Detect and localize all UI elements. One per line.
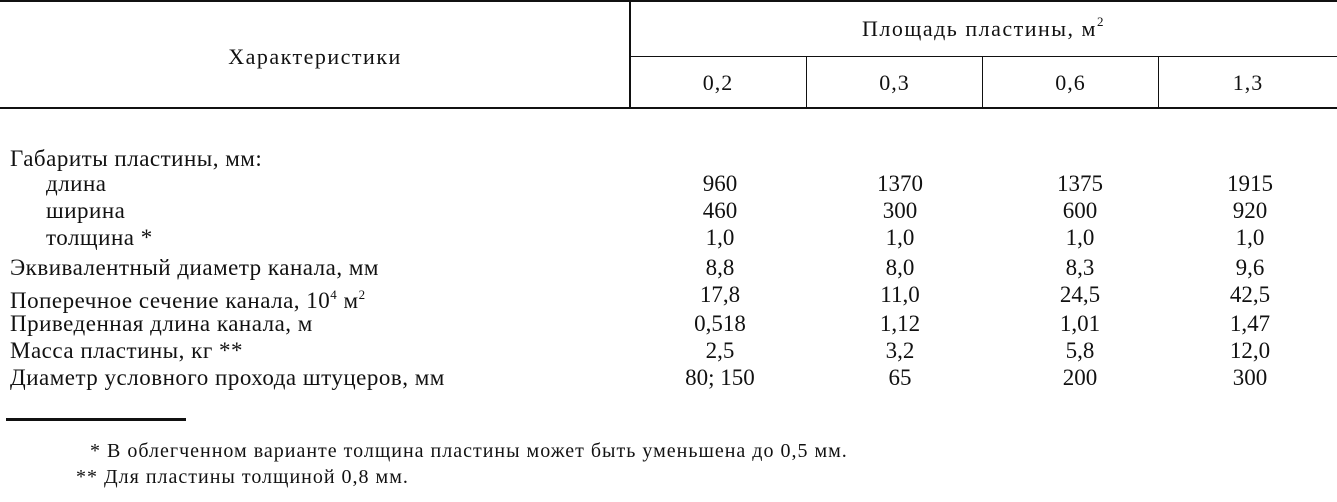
table-row-cross-section xyxy=(0,281,1337,313)
row-label: Габариты пластины, мм: xyxy=(10,146,263,171)
cell-value: 1,0 xyxy=(705,225,735,250)
row-label: ширина xyxy=(46,198,126,223)
plate-area-unit-power: 2 xyxy=(1096,14,1105,29)
cell-value: 1915 xyxy=(1227,171,1273,196)
row-label-text: Поперечное сечение канала, 10 xyxy=(10,288,331,313)
cell-value: 460 xyxy=(702,198,738,223)
column-header-1-3: 1,3 xyxy=(1232,70,1264,95)
cell-value: 2,5 xyxy=(705,338,735,363)
footnote-2: ** Для пластины толщиной 0,8 мм. xyxy=(76,466,409,488)
cell-value: 65 xyxy=(888,365,912,390)
cell-value: 3,2 xyxy=(885,338,915,363)
row-label: Приведенная длина канала, м xyxy=(10,311,313,336)
row-label: длина xyxy=(46,171,107,196)
table-top-rule xyxy=(0,0,1337,2)
cell-value: 300 xyxy=(882,198,918,223)
header-bottom-rule xyxy=(0,107,1337,109)
cell-value: 1,0 xyxy=(1065,225,1095,250)
cell-value: 12,0 xyxy=(1229,338,1271,363)
cell-value: 1,12 xyxy=(879,311,921,336)
cell-value: 17,8 xyxy=(699,282,741,307)
cell-value: 11,0 xyxy=(880,282,920,307)
row-label-power: 4 xyxy=(330,287,338,302)
cell-value: 0,518 xyxy=(694,311,746,336)
cell-value: 9,6 xyxy=(1235,255,1265,280)
cell-value: 1375 xyxy=(1057,171,1103,196)
footnote-1: * В облегченном варианте толщина пластины может быть уменьшена до 0,5 мм. xyxy=(90,440,848,462)
cell-value: 8,0 xyxy=(885,255,915,280)
plate-area-header xyxy=(630,14,1337,42)
row-label: толщина * xyxy=(46,225,153,250)
table-row-thickness xyxy=(0,224,1337,251)
cell-value: 1,47 xyxy=(1229,311,1271,336)
cell-value: 42,5 xyxy=(1229,282,1271,307)
cell-value: 8,3 xyxy=(1065,255,1095,280)
plate-area-label: Площадь пластины, м xyxy=(862,16,1097,41)
table-row-plate-mass xyxy=(0,337,1337,364)
table-row-channel-length xyxy=(0,310,1337,337)
row-label: Диаметр условного прохода штуцеров, мм xyxy=(10,365,445,390)
table-row-equivalent-diameter xyxy=(0,254,1337,281)
row-label-unit: м xyxy=(337,288,359,313)
table-row-length xyxy=(0,170,1337,197)
cell-value: 80; 150 xyxy=(685,365,755,390)
cell-value: 600 xyxy=(1062,198,1098,223)
cell-value: 24,5 xyxy=(1059,282,1101,307)
cell-value: 1,01 xyxy=(1059,311,1101,336)
cell-value: 1370 xyxy=(877,171,923,196)
footnote-separator xyxy=(6,418,186,421)
table-row-dimensions xyxy=(0,145,1337,172)
column-header-0-6: 0,6 xyxy=(1055,70,1086,95)
cell-value: 920 xyxy=(1232,198,1268,223)
row-label: Эквивалентный диаметр канала, мм xyxy=(10,255,379,280)
cell-value: 5,8 xyxy=(1065,338,1095,363)
column-header-0-3: 0,3 xyxy=(879,70,910,95)
cell-value: 1,0 xyxy=(885,225,915,250)
characteristics-header: Характеристики xyxy=(228,44,402,69)
table-row-width xyxy=(0,197,1337,224)
cell-value: 8,8 xyxy=(705,255,735,280)
column-header-0-2: 0,2 xyxy=(702,70,734,95)
cell-value: 960 xyxy=(702,171,738,196)
cell-value: 300 xyxy=(1232,365,1268,390)
table-row-fitting-diameter xyxy=(0,364,1337,391)
header-subrule xyxy=(630,56,1337,57)
cell-value: 200 xyxy=(1062,365,1098,390)
row-label-unit-power: 2 xyxy=(358,287,366,302)
cell-value: 1,0 xyxy=(1235,225,1265,250)
row-label: Масса пластины, кг ** xyxy=(10,338,243,363)
